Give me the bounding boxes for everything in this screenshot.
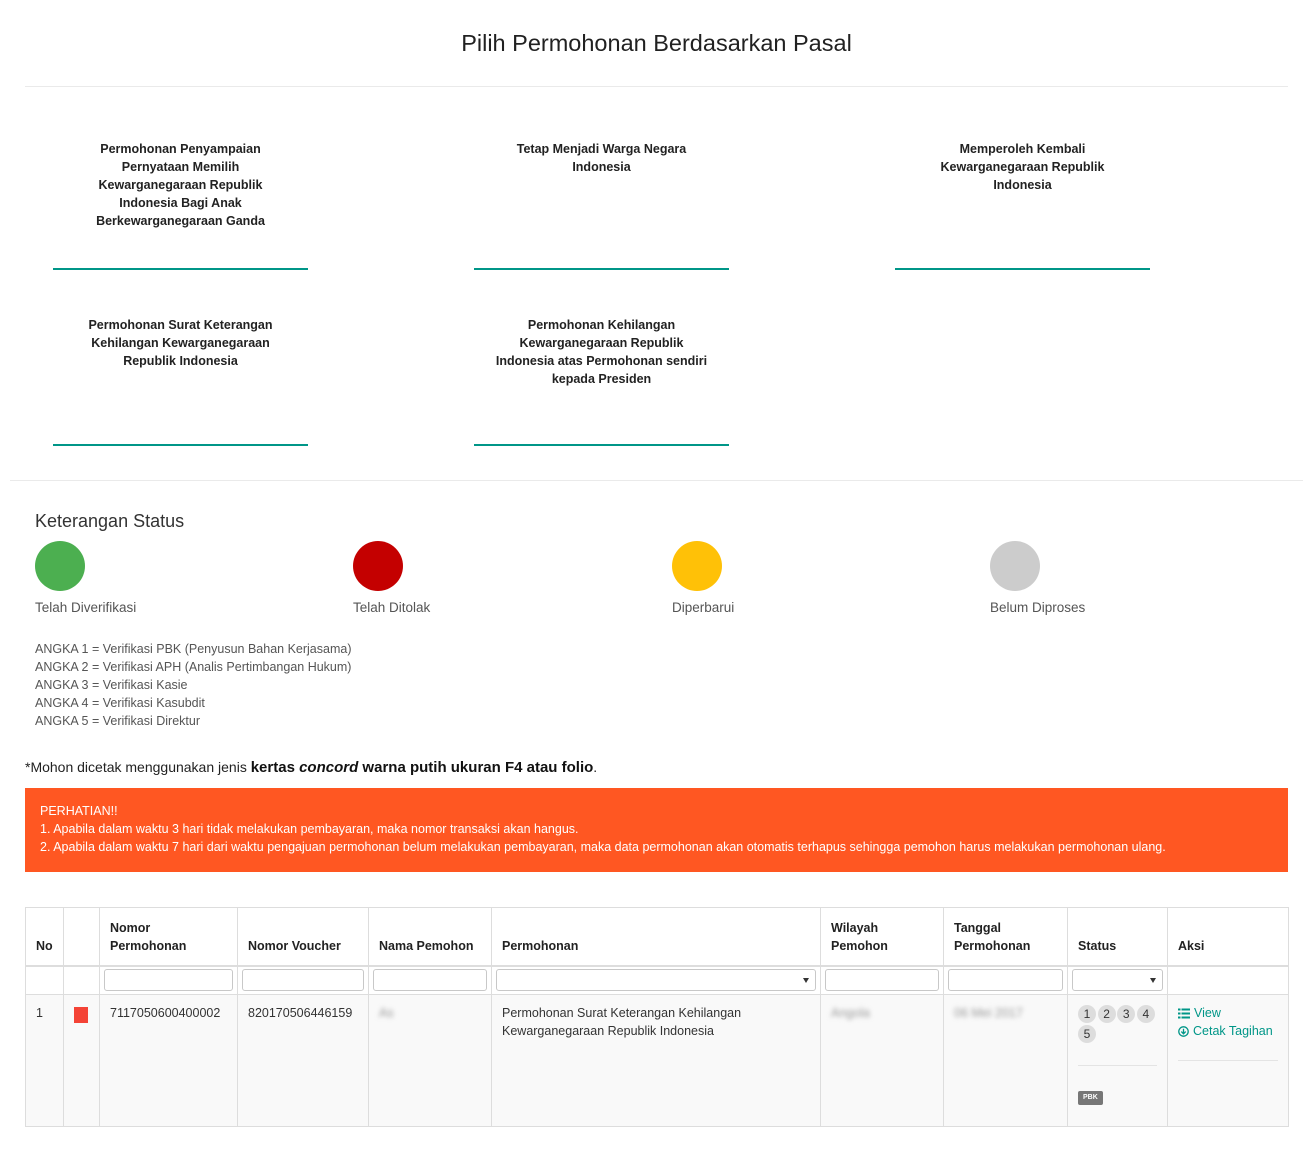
filter-cell: [1068, 966, 1168, 995]
header-status[interactable]: Status: [1068, 908, 1168, 966]
nama-pemohon-value: As: [379, 1006, 394, 1020]
header-tanggal-permohonan[interactable]: Tanggal Permohonan: [944, 908, 1068, 966]
print-note-emphasis-start: kertas: [250, 759, 300, 776]
verification-step-item: ANGKA 2 = Verifikasi APH (Analis Pertimbangan Hukum): [35, 660, 352, 674]
cell-nomor-permohonan: 7117050600400002: [100, 995, 238, 1127]
arrow-circle-down-icon: [1178, 1026, 1189, 1037]
pasal-option-underline: [53, 444, 308, 446]
pasal-option-memperoleh-kembali[interactable]: [895, 140, 1150, 271]
pasal-option-label: Permohonan Surat Keterangan Kehilangan Kewarganegaraan Republik Indonesia: [88, 318, 273, 368]
filter-cell-empty: [26, 966, 64, 995]
status-dot-grey: [990, 541, 1040, 591]
legend-item-verified: [35, 541, 255, 617]
pasal-option-underline: [53, 268, 308, 270]
legend-label: Telah Diverifikasi: [35, 600, 137, 615]
verification-step-1: 1: [1078, 1005, 1096, 1023]
chevron-down-icon: [803, 978, 809, 983]
warning-alert: [25, 788, 1288, 872]
verification-step-list: [35, 640, 351, 730]
filter-cell: [944, 966, 1068, 995]
view-link-label: View: [1194, 1006, 1221, 1020]
pasal-option-label: Permohonan Penyampaian Pernyataan Memilih Kewarganegaraan Republik Indonesia Bagi Anak Berkewarganegaraan Ganda: [96, 142, 265, 228]
filter-cell-empty: [1168, 966, 1289, 995]
top-divider: [25, 86, 1288, 87]
header-nomor-permohonan[interactable]: Nomor Permohonan: [100, 908, 238, 966]
list-icon: [1178, 1008, 1190, 1019]
filter-nomor-permohonan-input[interactable]: [104, 969, 233, 991]
status-dot-red: [353, 541, 403, 591]
cell-no: 1: [26, 995, 64, 1127]
filter-cell: [821, 966, 944, 995]
filter-status-select[interactable]: [1072, 969, 1163, 991]
pasal-option-anak-kewarganegaraan-ganda[interactable]: [53, 140, 308, 271]
legend-item-updated: [672, 541, 892, 617]
filter-permohonan-select[interactable]: [496, 969, 816, 991]
cell-nomor-voucher: 820170506446159: [238, 995, 369, 1127]
header-indicator: [64, 908, 100, 966]
table-filter-row: [26, 966, 1289, 995]
section-divider: [10, 480, 1303, 481]
cell-indicator: [64, 995, 100, 1127]
header-aksi: Aksi: [1168, 908, 1289, 966]
header-wilayah-pemohon[interactable]: Wilayah Pemohon: [821, 908, 944, 966]
legend-label: Diperbarui: [672, 600, 735, 615]
alert-line: 1. Apabila dalam waktu 3 hari tidak melakukan pembayaran, maka nomor transaksi akan hangus.: [40, 822, 579, 836]
filter-nomor-voucher-input[interactable]: [242, 969, 364, 991]
print-note: [25, 757, 597, 778]
filter-nama-pemohon-input[interactable]: [373, 969, 487, 991]
legend-item-rejected: [353, 541, 573, 617]
legend-label: Belum Diproses: [990, 600, 1086, 615]
print-note-emphasis: [251, 759, 594, 776]
tanggal-permohonan-value: 06 Mei 2017: [954, 1006, 1023, 1020]
filter-cell: [238, 966, 369, 995]
aksi-divider: [1178, 1060, 1278, 1061]
cell-status: [1068, 995, 1168, 1127]
pasal-option-underline: [895, 268, 1150, 270]
verification-step-3: 3: [1117, 1005, 1135, 1023]
status-divider: [1078, 1065, 1157, 1066]
pasal-option-label: Permohonan Kehilangan Kewarganegaraan Republik Indonesia atas Permohonan sendiri kepada Presiden: [495, 318, 708, 386]
cetak-tagihan-label: Cetak Tagihan: [1193, 1024, 1273, 1038]
alert-line: 2. Apabila dalam waktu 7 hari dari waktu pengajuan permohonan belum melakukan pembayaran, maka data permohonan akan otomatis terhapus sehingga pemohon harus melakukan permohonan ulang.: [40, 840, 1166, 854]
table-header-row: [26, 908, 1289, 966]
pasal-option-underline: [474, 268, 729, 270]
header-nama-pemohon[interactable]: Nama Pemohon: [369, 908, 492, 966]
status-indicator-square: [74, 1007, 88, 1023]
print-note-suffix: .: [593, 759, 598, 775]
verification-step-4: 4: [1137, 1005, 1155, 1023]
page-title: Pilih Permohonan Berdasarkan Pasal: [461, 30, 852, 56]
verification-step-5: 5: [1078, 1025, 1096, 1043]
header-nomor-voucher[interactable]: Nomor Voucher: [238, 908, 369, 966]
chevron-down-icon: [1150, 978, 1156, 983]
cell-permohonan: Permohonan Surat Keterangan Kehilangan Kewarganegaraan Republik Indonesia: [492, 995, 821, 1127]
legend-item-not-processed: [990, 541, 1210, 617]
applications-table: [25, 907, 1289, 1127]
status-dot-yellow: [672, 541, 722, 591]
verification-step-item: ANGKA 1 = Verifikasi PBK (Penyusun Bahan Kerjasama): [35, 642, 352, 656]
status-legend-title: Keterangan Status: [35, 511, 185, 531]
print-note-prefix: *Mohon dicetak menggunakan jenis: [25, 759, 251, 775]
legend-label: Telah Ditolak: [353, 600, 431, 615]
pasal-option-label: Tetap Menjadi Warga Negara Indonesia: [516, 142, 687, 174]
filter-wilayah-pemohon-input[interactable]: [825, 969, 939, 991]
cell-nama-pemohon: [369, 995, 492, 1127]
header-no[interactable]: No: [26, 908, 64, 966]
table-row: [26, 995, 1289, 1127]
alert-title: PERHATIAN!!: [40, 804, 118, 818]
status-dot-green: [35, 541, 85, 591]
verification-step-item: ANGKA 4 = Verifikasi Kasubdit: [35, 696, 205, 710]
filter-cell: [369, 966, 492, 995]
verification-steps: [1078, 1005, 1157, 1043]
pasal-option-kehilangan-permohonan-sendiri[interactable]: [474, 316, 729, 447]
pasal-option-label: Memperoleh Kembali Kewarganegaraan Republik Indonesia: [940, 142, 1105, 192]
pasal-option-underline: [474, 444, 729, 446]
filter-cell-empty: [64, 966, 100, 995]
pasal-option-surat-keterangan-kehilangan[interactable]: [53, 316, 308, 447]
view-link[interactable]: [1178, 1004, 1278, 1022]
verification-step-2: 2: [1098, 1005, 1116, 1023]
cetak-tagihan-link[interactable]: [1178, 1022, 1278, 1040]
filter-cell: [492, 966, 821, 995]
pasal-option-tetap-wni[interactable]: [474, 140, 729, 271]
filter-tanggal-permohonan-input[interactable]: [948, 969, 1063, 991]
print-note-paper-type: concord: [299, 759, 359, 776]
wilayah-pemohon-value: Angola: [831, 1006, 870, 1020]
cell-tanggal-permohonan: [944, 995, 1068, 1127]
status-badge: PBK: [1078, 1091, 1103, 1105]
cell-wilayah-pemohon: [821, 995, 944, 1127]
verification-step-item: ANGKA 5 = Verifikasi Direktur: [35, 714, 200, 728]
verification-step-item: ANGKA 3 = Verifikasi Kasie: [35, 678, 188, 692]
print-note-emphasis-end: warna putih ukuran F4 atau folio: [358, 759, 594, 776]
filter-cell: [100, 966, 238, 995]
cell-aksi: [1168, 995, 1289, 1127]
header-permohonan[interactable]: Permohonan: [492, 908, 821, 966]
